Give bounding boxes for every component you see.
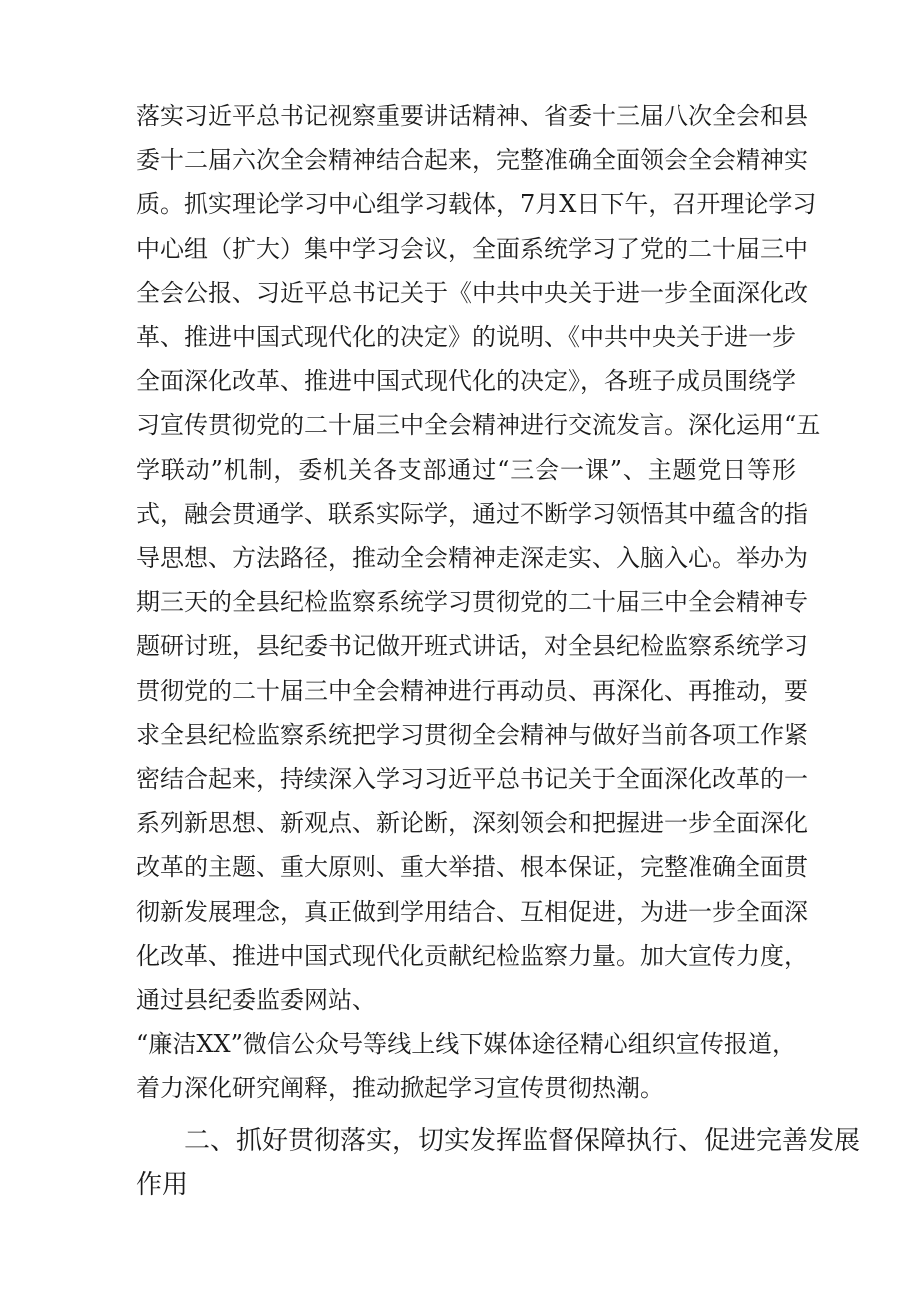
section-heading-line: 二、抓好贯彻落实，切实发挥监督保障执行、促进完善发展 <box>184 1126 861 1156</box>
body-text-line: 化改革、推进中国式现代化贡献纪检监察力量。加大宣传力度， <box>136 942 808 970</box>
body-text-line: 导思想、方法路径，推动全会精神走深走实、入脑入心。举办为 <box>136 544 808 572</box>
section-heading-line: 作用 <box>136 1170 189 1200</box>
body-text-line: “廉洁XX”微信公众号等线上线下媒体途径精心组织宣传报道， <box>136 1030 796 1058</box>
body-text-line: 全会公报、习近平总书记关于《中共中央关于进一步全面深化改 <box>136 279 808 307</box>
body-text-line: 期三天的全县纪检监察系统学习贯彻党的二十届三中全会精神专 <box>136 588 808 616</box>
body-text-line: 全面深化改革、推进中国式现代化的决定》，各班子成员围绕学 <box>136 367 796 395</box>
body-text-line: 通过县纪委监委网站、 <box>136 986 376 1014</box>
body-text-line: 着力深化研究阐释，推动掀起学习宣传贯彻热潮。 <box>136 1074 664 1102</box>
body-text-line: 学联动”机制，委机关各支部通过“三会一课”、主题党日等形 <box>136 456 796 484</box>
body-text-line: 改革的主题、重大原则、重大举措、根本保证，完整准确全面贯 <box>136 853 808 881</box>
body-text-line: 密结合起来，持续深入学习习近平总书记关于全面深化改革的一 <box>136 765 808 793</box>
body-text-line: 求全县纪检监察系统把学习贯彻全会精神与做好当前各项工作紧 <box>136 721 808 749</box>
body-text-line: 习宣传贯彻党的二十届三中全会精神进行交流发言。深化运用“五 <box>136 411 821 439</box>
body-text-line: 委十二届六次全会精神结合起来，完整准确全面领会全会精神实 <box>136 146 808 174</box>
body-text-line: 落实习近平总书记视察重要讲话精神、省委十三届八次全会和县 <box>136 102 808 130</box>
body-text-line: 题研讨班，县纪委书记做开班式讲话，对全县纪检监察系统学习 <box>136 632 808 660</box>
body-text-line: 中心组（扩大）集中学习会议，全面系统学习了党的二十届三中 <box>136 235 808 263</box>
body-text-line: 彻新发展理念，真正做到学用结合、互相促进，为进一步全面深 <box>136 898 808 926</box>
body-text-line: 质。抓实理论学习中心组学习载体，7月X日下午，召开理论学习 <box>136 190 817 218</box>
body-text-line: 革、推进中国式现代化的决定》的说明、《中共中央关于进一步 <box>136 323 796 351</box>
body-text-line: 贯彻党的二十届三中全会精神进行再动员、再深化、再推动，要 <box>136 677 808 705</box>
body-text-line: 系列新思想、新观点、新论断，深刻领会和把握进一步全面深化 <box>136 809 808 837</box>
body-text-line: 式，融会贯通学、联系实际学，通过不断学习领悟其中蕴含的指 <box>136 500 808 528</box>
